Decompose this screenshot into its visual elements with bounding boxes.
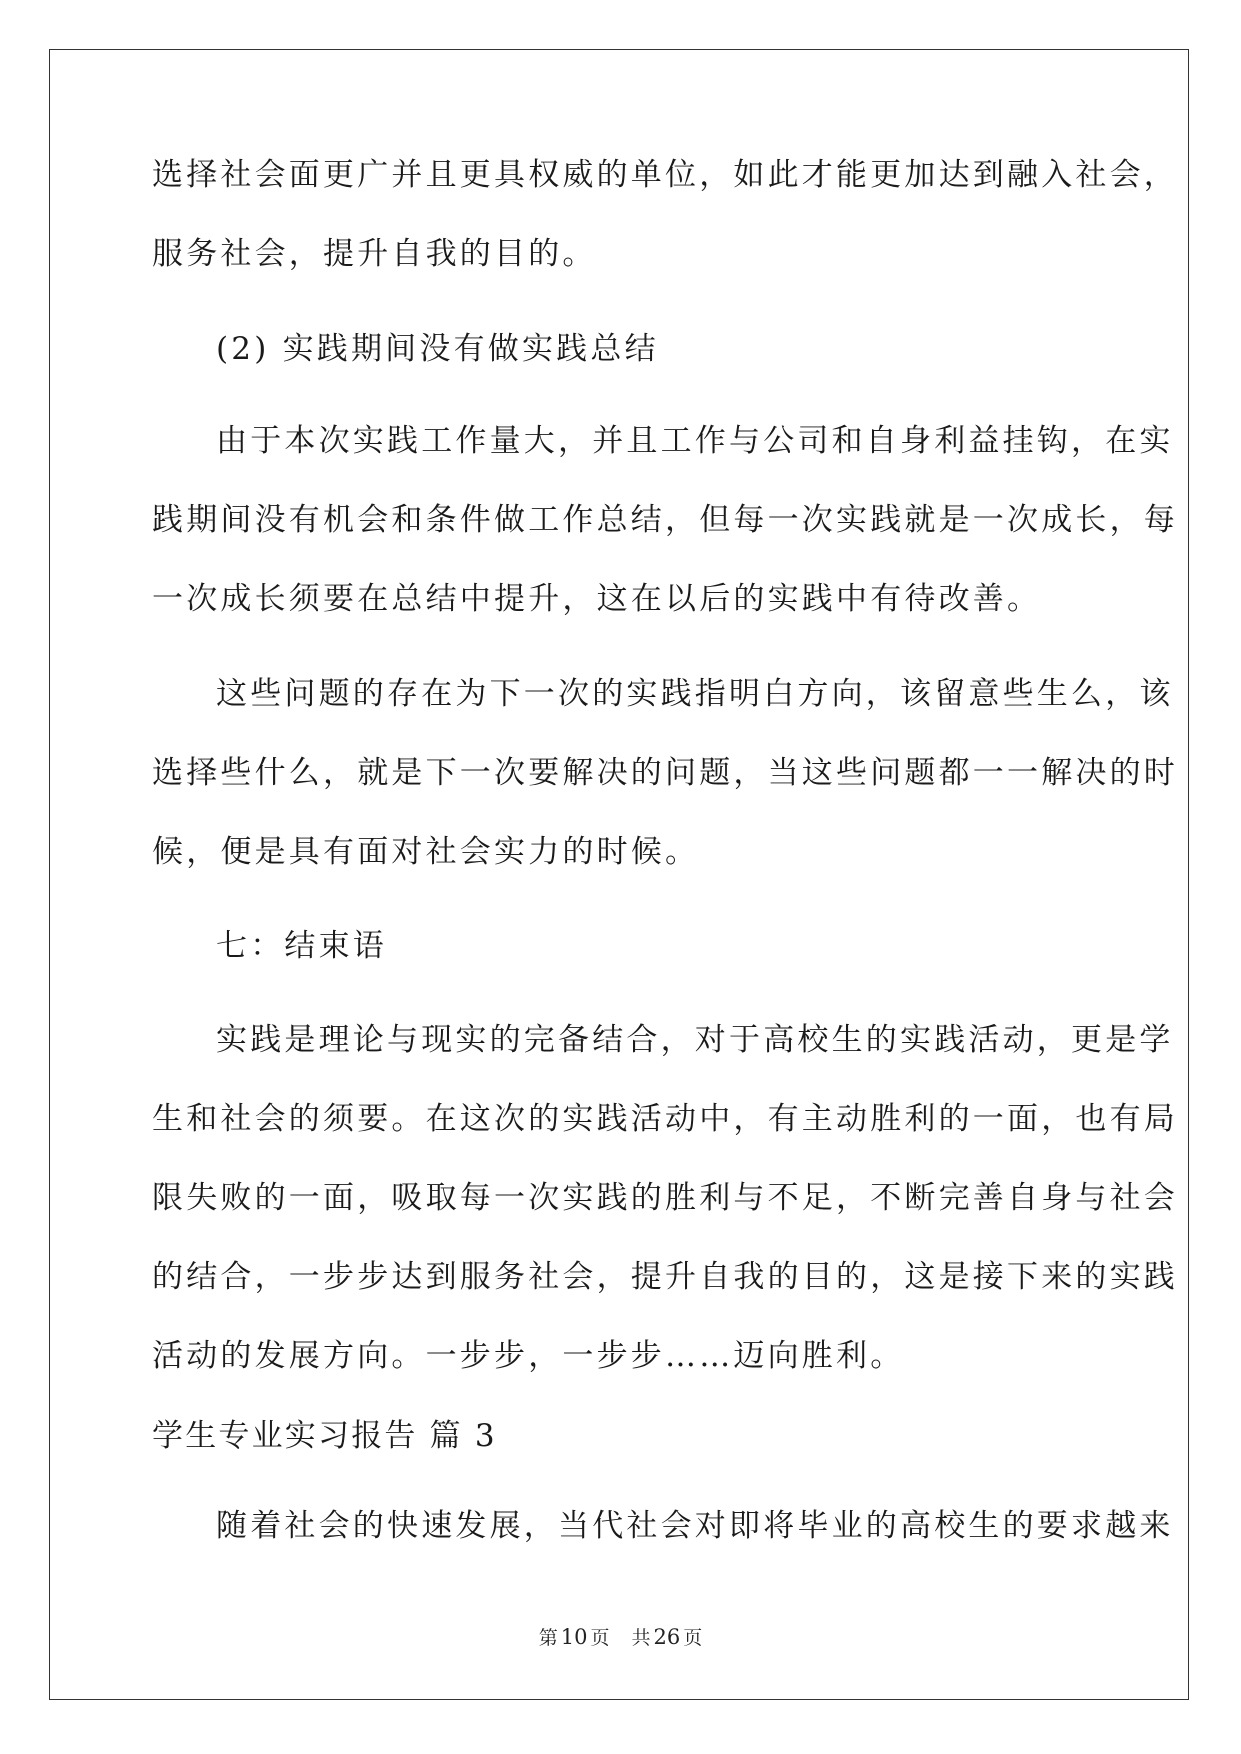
paragraph-line: 实践是理论与现实的完备结合，对于高校生的实践活动，更是学 xyxy=(216,1022,1174,1058)
paragraph-line: 生和社会的须要。在这次的实践活动中，有主动胜利的一面，也有局 xyxy=(152,1101,1178,1137)
page-prefix: 第 xyxy=(538,1627,558,1649)
paragraph-line: 限失败的一面，吸取每一次实践的胜利与不足，不断完善自身与社会 xyxy=(152,1180,1178,1216)
total-pages: 26 xyxy=(653,1625,681,1649)
page-suffix: 页 xyxy=(590,1627,610,1649)
page-number: 10 xyxy=(560,1625,588,1649)
paragraph-line: 一次成长须要在总结中提升，这在以后的实践中有待改善。 xyxy=(152,581,1042,617)
paragraph-line: 选择些什么，就是下一次要解决的问题，当这些问题都一一解决的时 xyxy=(152,755,1178,791)
paragraph-line: 践期间没有机会和条件做工作总结，但每一次实践就是一次成长，每 xyxy=(152,502,1178,538)
paragraph-line: 随着社会的快速发展，当代社会对即将毕业的高校生的要求越来 xyxy=(216,1508,1174,1544)
section-subheading: (2) 实践期间没有做实践总结 xyxy=(216,331,659,367)
paragraph-line: 的结合，一步步达到服务社会，提升自我的目的，这是接下来的实践 xyxy=(152,1259,1178,1295)
report-section-title: 学生专业实习报告 篇 3 xyxy=(152,1418,497,1454)
paragraph-line: 服务社会，提升自我的目的。 xyxy=(152,236,597,272)
paragraph-line: 活动的发展方向。一步步，一步步……迈向胜利。 xyxy=(152,1338,905,1374)
total-suffix: 页 xyxy=(683,1627,703,1649)
paragraph-line: 由于本次实践工作量大，并且工作与公司和自身利益挂钩，在实 xyxy=(216,423,1174,459)
page-footer xyxy=(0,1623,1241,1650)
paragraph-line: 选择社会面更广并且更具权威的单位，如此才能更加达到融入社会， xyxy=(152,157,1178,193)
section-heading: 七：结束语 xyxy=(216,928,387,964)
paragraph-line: 这些问题的存在为下一次的实践指明白方向，该留意些生么，该 xyxy=(216,676,1174,712)
total-prefix: 共 xyxy=(631,1627,651,1649)
paragraph-line: 候，便是具有面对社会实力的时候。 xyxy=(152,834,700,870)
